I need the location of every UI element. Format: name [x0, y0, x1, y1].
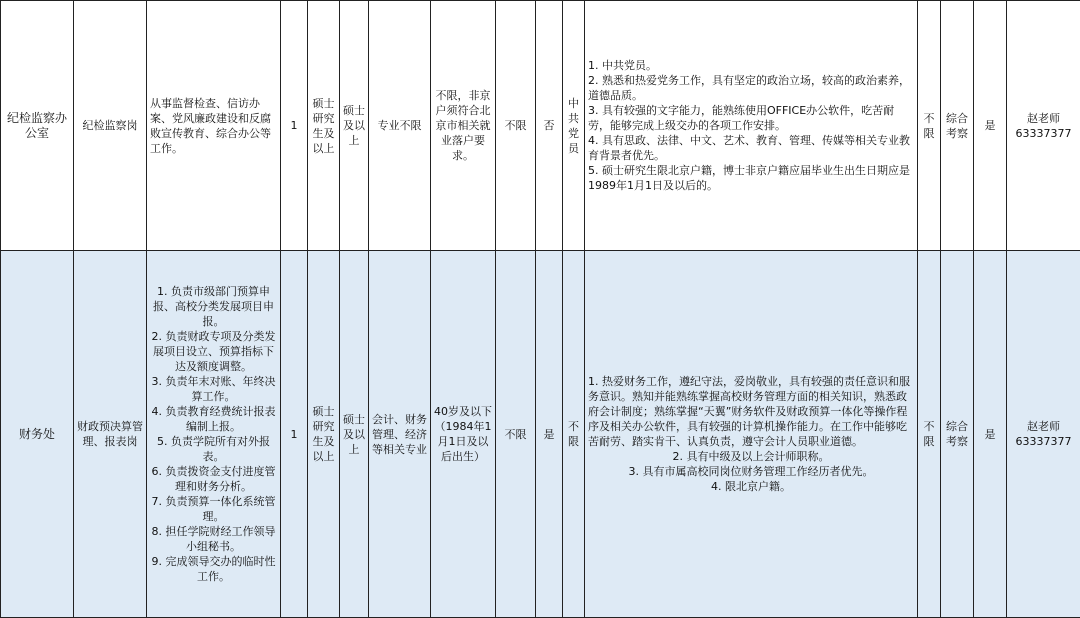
limit-cell: 不限: [918, 1, 941, 251]
contact-name: 赵老师: [1010, 419, 1077, 434]
requirements-cell: [585, 1, 918, 251]
requirement-item: 2. 具有中级及以上会计师职称。: [588, 449, 914, 464]
duties-cell: [147, 251, 281, 618]
contact-cell: [1007, 251, 1080, 618]
degree-cell: 硕士及以上: [340, 1, 369, 251]
position-cell: 纪检监察岗: [74, 1, 147, 251]
duty-item: 9. 完成领导交办的临时性工作。: [150, 554, 277, 584]
flag-cell: 是: [536, 251, 563, 618]
major-cell: 专业不限: [369, 1, 431, 251]
count-cell: 1: [281, 1, 308, 251]
requirement-item: 1. 热爱财务工作，遵纪守法，爱岗敬业，具有较强的责任意识和服务意识。熟知并能熟练掌握高校财务管理方面的相关知识，熟悉政府会计制度；熟练掌握“天翼”财务软件及财政预算一体化等操作程序及相关办公软件，具有较强的计算机操作能力。在工作中能够吃苦耐劳、踏实肯干、认真负责，遵守会计人员职业道德。: [588, 374, 914, 449]
major-cell: 会计、财务管理、经济等相关专业: [369, 251, 431, 618]
requirement-item: 4. 具有思政、法律、中文、艺术、教育、管理、传媒等相关专业教育背景者优先。: [588, 133, 914, 163]
department-cell: 纪检监察办公室: [1, 1, 74, 251]
table-row: [1, 251, 1080, 618]
political-cell: 中共党员: [563, 1, 585, 251]
duty-item: 7. 负责预算一体化系统管理。: [150, 494, 277, 524]
exam-cell: 综合考察: [941, 1, 974, 251]
degree-cell: 硕士及以上: [340, 251, 369, 618]
requirement-item: 1. 中共党员。: [588, 58, 914, 73]
household-cell: 40岁及以下（1984年1月1日及以后出生）: [431, 251, 496, 618]
department-cell: 财务处: [1, 251, 74, 618]
requirement-item: 3. 具有市属高校同岗位财务管理工作经历者优先。: [588, 464, 914, 479]
duty-item: 6. 负责拨资金支付进度管理和财务分析。: [150, 464, 277, 494]
requirement-item: 2. 熟悉和热爱党务工作，具有坚定的政治立场，较高的政治素养，道德品质。: [588, 73, 914, 103]
requirement-item: 4. 限北京户籍。: [588, 479, 914, 494]
political-cell: 不限: [563, 251, 585, 618]
education-cell: 硕士研究生及以上: [308, 1, 340, 251]
position-cell: 财政预决算管理、报表岗: [74, 251, 147, 618]
table-row: [1, 1, 1080, 251]
contact-cell: [1007, 1, 1080, 251]
requirement-item: 3. 具有较强的文字能力，能熟练使用OFFICE办公软件，吃苦耐劳，能够完成上级交办的各项工作安排。: [588, 103, 914, 133]
age-cell: 不限: [496, 1, 536, 251]
yes-cell: 是: [974, 1, 1007, 251]
exam-cell: 综合考察: [941, 251, 974, 618]
contact-name: 赵老师: [1010, 111, 1077, 126]
duty-item: 5. 负责学院所有对外报表。: [150, 434, 277, 464]
duty-item: 1. 负责市级部门预算申报、高校分类发展项目申报。: [150, 284, 277, 329]
duty-item: 3. 负责年末对账、年终决算工作。: [150, 374, 277, 404]
contact-phone: 63337377: [1010, 126, 1077, 141]
duties-cell: 从事监督检查、信访办案、党风廉政建设和反腐败宣传教育、综合办公等工作。: [147, 1, 281, 251]
requirement-item: 5. 硕士研究生限北京户籍，博士非京户籍应届毕业生出生日期应是1989年1月1日及以后的。: [588, 163, 914, 193]
age-cell: 不限: [496, 251, 536, 618]
contact-phone: 63337377: [1010, 434, 1077, 449]
duty-item: 8. 担任学院财经工作领导小组秘书。: [150, 524, 277, 554]
requirements-cell: [585, 251, 918, 618]
flag-cell: 否: [536, 1, 563, 251]
count-cell: 1: [281, 251, 308, 618]
limit-cell: 不限: [918, 251, 941, 618]
duty-item: 2. 负责财政专项及分类发展项目设立、预算指标下达及额度调整。: [150, 329, 277, 374]
yes-cell: 是: [974, 251, 1007, 618]
household-cell: 不限，非京户须符合北京市相关就业落户要求。: [431, 1, 496, 251]
education-cell: 硕士研究生及以上: [308, 251, 340, 618]
duty-item: 4. 负责教育经费统计报表编制上报。: [150, 404, 277, 434]
